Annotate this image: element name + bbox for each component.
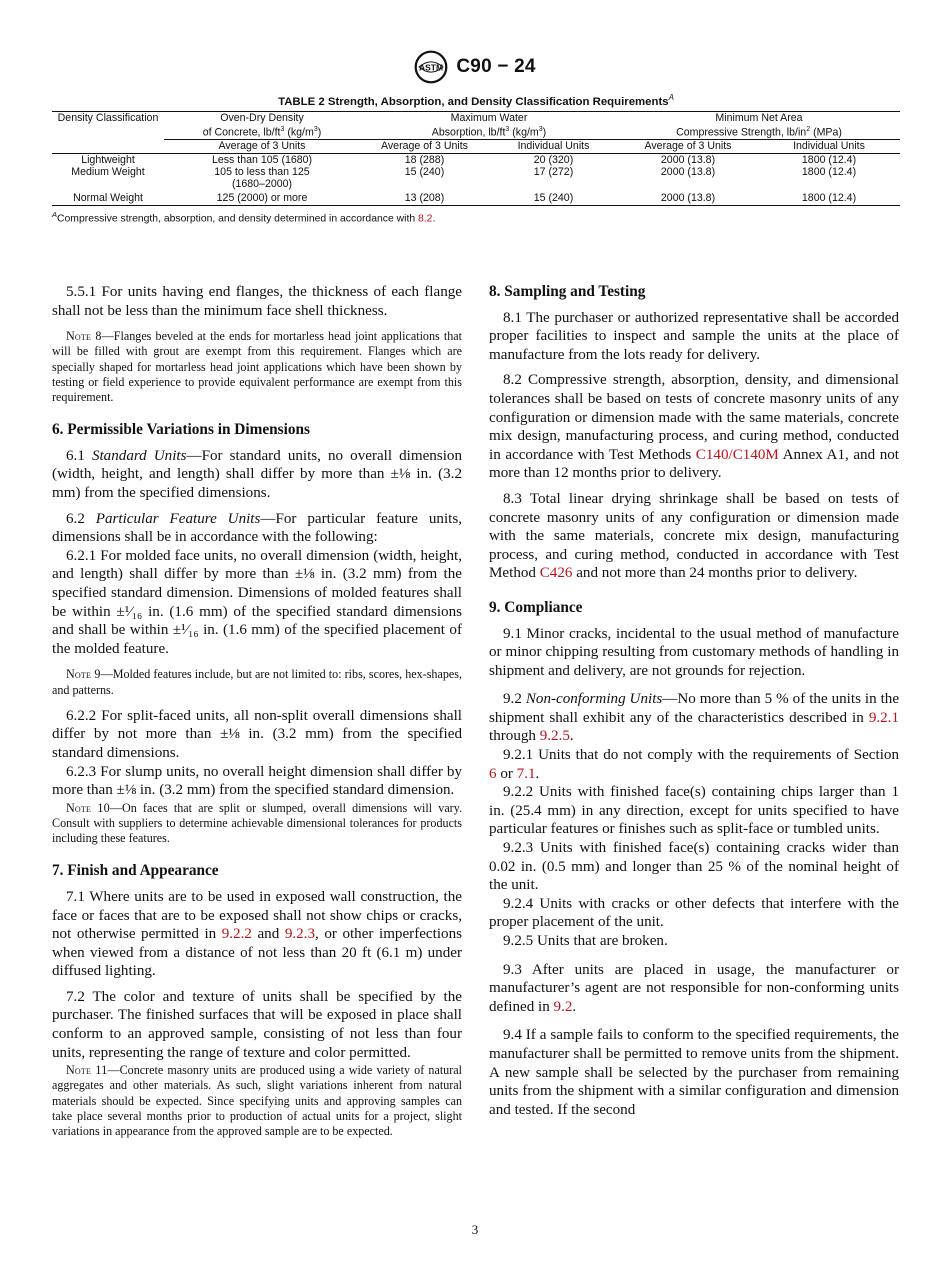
header-density-classification: Density Classification (52, 111, 164, 139)
table-footnote: $^A$Compressive strength, absorption, and density determined in accordance with 8.2. (52, 210, 436, 225)
ref-link-9-2[interactable]: 9.2 (553, 998, 573, 1015)
note-10: Note 10—On faces that are split or slumped, overall dimensions will vary. Consult with suppliers to determine achievable dimensional tolerances for products including these features. (52, 800, 462, 846)
cell-absorption-avg: 15 (240) (404, 165, 445, 178)
subheader-strength-avg: Average of 3 Units (618, 140, 758, 153)
para-6-2-1: 6.2.1 For molded face units, no overall dimension (width, height, and length) shall differ by more than ±⅛ in. (3.2 mm) from the specified standard dimension. Dimensions of molded features shall be within ±¹⁄₁₆ in. (1.6 mm) of the specified standard dimensions and shall be within ±¹⁄₁₆ in. (1.6 mm) of the specified placement of the molded feature. (52, 547, 462, 657)
header-oven-dry-density: Oven-Dry Density of Concrete, $lb/ft^3$ $(kg/m^3)$ (164, 111, 360, 139)
note-8: Note 8—Flanges beveled at the ends for mortarless head joint applications that will be filled with grout are exempt from this requirement. Flanges which are specially shaped for mortarless head joint applications which have been shown by testing or field experience to provide equivalent performance are exempt from this requirement. (52, 329, 463, 404)
cell-density: 105 to less than 125 (1680–2000) (214, 165, 310, 191)
ref-link-9-2-1[interactable]: 9.2.1 (868, 709, 899, 726)
cell-strength-avg: 2000 (13.8) (618, 191, 758, 206)
cell-absorption-avg: 13 (208) (360, 191, 489, 206)
cell-class: Lightweight (52, 153, 164, 166)
section-9-heading: 9. Compliance (489, 598, 583, 616)
cell-strength-avg: 2000 (13.8) (660, 165, 716, 178)
note-11: Note 11—Concrete masonry units are produced using a wide variety of natural aggregates and other materials. As such, slight variations inherent from natural materials should be expected. Since specifying units and approving samples can take place several months prior to production of actual units for a project, slight variations in appearance from the approved sample are to be expected. (52, 1063, 462, 1139)
cell-strength-individual: 1800 (12.4) (758, 153, 900, 166)
ref-link-8-2[interactable]: 8.2 (418, 213, 433, 225)
left-column (52, 283, 462, 1148)
ref-link-9-2-3[interactable]: 9.2.3 (284, 926, 315, 943)
para-9-2-5: 9.2.5 Units that are broken. (503, 933, 668, 949)
section-7-heading: 7. Finish and Appearance (52, 862, 219, 880)
para-6-1: 6.1 Standard Units—For standard units, no overall dimension (width, height, and length) shall differ by more than ±⅛ in. (3.2 mm) from the specified dimensions. (52, 447, 463, 501)
table-row-medium-weight (52, 166, 900, 191)
table-2 (52, 93, 900, 225)
para-7-2: 7.2 The color and texture of units shall be specified by the purchaser. The finished surfaces that will be exposed in place shall conform to an approved sample, consisting of not less than four units, representing the range of texture and color permitted. (52, 988, 462, 1061)
para-9-4: 9.4 If a sample fails to conform to the specified requirements, the manufacturer shall be permitted to remove units from the shipment. A new sample shall be selected by the purchaser from remaining units from the shipment with a similar configuration and dimension and tested. If the second (489, 1027, 899, 1118)
cell-absorption-individual: 17 (272) (533, 165, 574, 178)
cell-absorption-individual: 15 (240) (489, 191, 618, 206)
ref-link-7-1[interactable]: 7.1 (516, 765, 536, 782)
ref-link-c426[interactable]: C426 (539, 565, 573, 582)
page-number: 3 (471, 1222, 479, 1237)
cell-absorption-avg: 18 (288) (360, 153, 489, 166)
para-6-2-2: 6.2.2 For split-faced units, all non-split overall dimensions shall differ by not more than ±⅛ in. (3.2 mm) from the specified standard dimensions. (52, 707, 462, 761)
ref-link-c140[interactable]: C140/C140M (695, 446, 779, 463)
para-9-2-1: 9.2.1 Units that do not comply with the requirements of Section 6 or 7.1. (489, 747, 899, 782)
ref-link-9-2-5[interactable]: 9.2.5 (539, 728, 570, 745)
standard-designation: C90 − 24 (456, 56, 536, 77)
note-9: Note 9—Molded features include, but are not limited to: ribs, scores, hex-shapes, and patterns. (52, 667, 462, 697)
para-6-2-3: 6.2.3 For slump units, no overall height dimension shall differ by more than ±⅛ in. (3.2 mm) from the specified standard dimension. (52, 763, 462, 799)
para-6-2: 6.2 Particular Feature Units—For particular feature units, dimensions shall be in accordance with the following: (52, 510, 462, 546)
para-9-2: 9.2 Non-conforming Units—No more than 5 % of the units in the shipment shall exhibit any of the characteristics described in 9.2.1 through 9.2.5. (489, 691, 900, 745)
cell-class: Normal Weight (52, 191, 164, 206)
svg-text:ASTM: ASTM (419, 62, 444, 73)
para-9-2-2: 9.2.2 Units with finished face(s) containing chips larger than 1 in. (25.4 mm) in any direction, except for units specified to have particular features or finishes such as split-face or tumbled units. (489, 784, 899, 838)
cell-strength-avg: 2000 (13.8) (618, 153, 758, 166)
para-9-1: 9.1 Minor cracks, incidental to the usual method of manufacture or minor chipping resulting from customary methods of handling in shipment and delivery, are not grounds for rejection. (489, 625, 899, 679)
table-row-normal-weight (52, 191, 900, 206)
para-8-3: 8.3 Total linear drying shrinkage shall be based on tests of concrete masonry units of any configuration or dimension made with the same materials, concrete mix design, manufacturing process, and curing method, conducted in accordance with Test Method C426 and not more than 24 months prior to delivery. (489, 490, 899, 582)
cell-density: 125 (2000) or more (164, 191, 360, 206)
subheader-water-individual: Individual Units (489, 140, 618, 153)
table-subheader-row (52, 140, 900, 153)
para-9-2-4: 9.2.4 Units with cracks or other defects that interfere with the proper placement of the unit. (489, 895, 899, 931)
subheader-water-avg: Average of 3 Units (360, 140, 489, 153)
cell-density: Less than 105 (1680) (164, 153, 360, 166)
ref-link-9-2-2[interactable]: 9.2.2 (221, 926, 252, 943)
para-8-1: 8.1 The purchaser or authorized representative shall be accorded proper facilities to inspect and sample the units at the place of manufacture from the lots ready for delivery. (489, 309, 899, 363)
cell-class: Medium Weight (71, 165, 145, 178)
para-9-3: 9.3 After units are placed in usage, the manufacturer or manufacturer’s agent are not responsible for non-conforming units defined in 9.2. (489, 961, 899, 1015)
cell-strength-individual: 1800 (12.4) (801, 165, 857, 178)
page-header (0, 50, 950, 89)
para-8-2: 8.2 Compressive strength, absorption, density, and dimensional tolerances shall be based on tests of concrete masonry units of any configuration or dimension made with the same materials, concrete mix design, manufacturing process, and curing method, conducted in accordance with Test Methods C140/C140M Annex A1, and not more than 12 months prior to delivery. (489, 372, 899, 482)
table-row-lightweight (52, 153, 900, 166)
ref-link-section-6[interactable]: 6 (489, 765, 497, 782)
astm-logo-icon (414, 50, 448, 84)
section-6-heading: 6. Permissible Variations in Dimensions (52, 421, 310, 439)
requirements-table (52, 111, 900, 206)
para-9-2-3: 9.2.3 Units with finished face(s) containing cracks wider than 0.02 in. (0.5 mm) and longer than 25 % of the nominal height of the unit. (489, 840, 899, 894)
cell-strength-individual: 1800 (12.4) (758, 191, 900, 206)
right-column (489, 283, 899, 1119)
table-title: TABLE 2 Strength, Absorption, and Density Classification Requirements$^A$ (278, 93, 674, 108)
cell-absorption-individual: 20 (320) (489, 153, 618, 166)
header-max-water-absorption: Maximum Water Absorption, $lb/ft^3$ $(kg/m^3)$ (360, 111, 618, 139)
table-header-row (52, 111, 900, 139)
subheader-strength-individual: Individual Units (758, 140, 900, 153)
subheader-density-avg: Average of 3 Units (164, 140, 360, 153)
para-5-5-1: 5.5.1 For units having end flanges, the thickness of each flange shall not be less than the minimum face shell thickness. (52, 284, 462, 319)
para-7-1: 7.1 Where units are to be used in exposed wall construction, the face or faces that are to be exposed shall not show chips or cracks, not otherwise permitted in 9.2.2 and 9.2.3, or other imperfections when viewed from a distance of not less than 20 ft (6.1 m) under diffused lighting. (52, 888, 462, 980)
section-8-heading: 8. Sampling and Testing (489, 283, 646, 300)
header-min-compressive-strength: Minimum Net Area Compressive Strength, $lb/in^2$ (MPa) (618, 111, 900, 139)
